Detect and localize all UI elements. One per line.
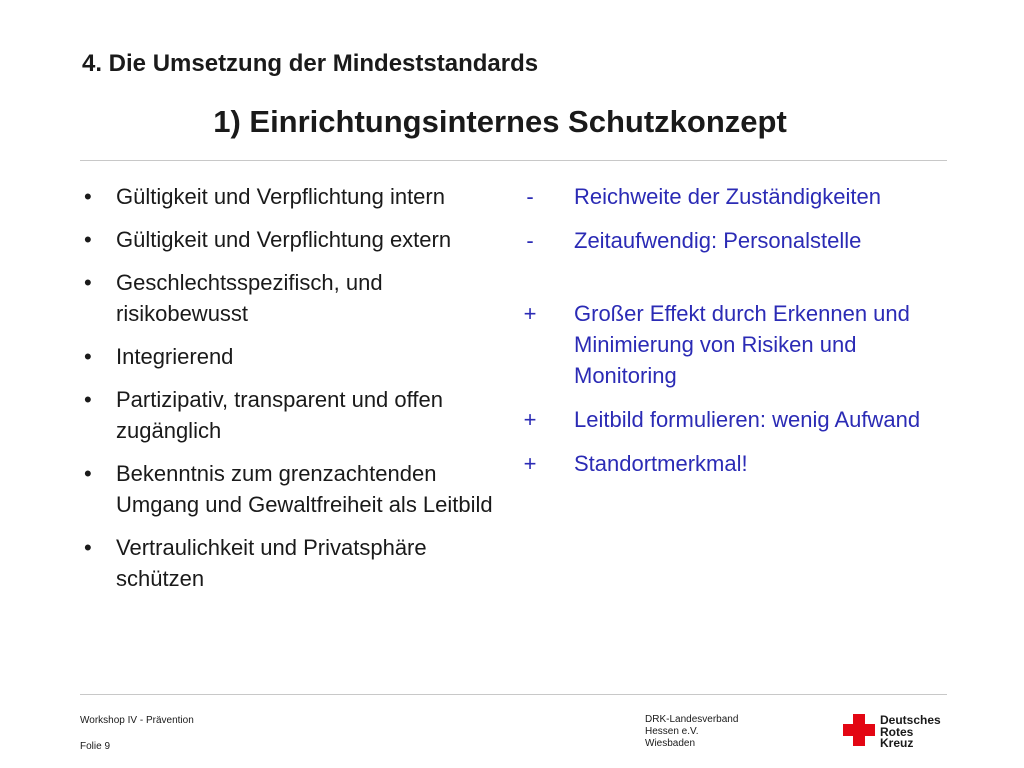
list-item-text: Bekenntnis zum grenzachtenden Umgang und Gewaltfreiheit als Leitbild [116,461,493,517]
bullet-icon: • [84,270,92,295]
drk-logo [843,714,953,750]
plus-marker: + [523,301,537,326]
bottom-divider [80,694,947,695]
pro-item-text: Großer Effekt durch Erkennen und Minimierung von Risiken und Monitoring [574,301,910,388]
slide-number: Folie 9 [80,741,111,752]
list-item-text: Vertraulichkeit und Privatsphäre schützen [116,535,427,591]
list-item-text: Gültigkeit und Verpflichtung intern [116,184,445,209]
workshop-label: Workshop IV - Prävention [80,715,194,726]
red-cross-icon [843,714,875,746]
list-item [80,532,500,594]
plus-marker: + [523,451,537,476]
list-item [80,341,500,372]
pro-item [516,448,946,479]
con-item-text: Reichweite der Zuständigkeiten [574,184,881,209]
pro-item-text: Standortmerkmal! [574,451,748,476]
bullet-icon: • [84,227,92,252]
list-item-text: Partizipativ, transparent und offen zugänglich [116,387,443,443]
requirements-list [80,181,500,606]
list-item [80,224,500,255]
footer-left [80,714,194,753]
plus-marker: + [523,407,537,432]
section-title: 4. Die Umsetzung der Mindeststandards [82,50,539,77]
logo-word-1: Deutsches [880,713,941,727]
pro-item [516,404,946,435]
bullet-icon: • [84,387,92,412]
con-item-text: Zeitaufwendig: Personalstelle [574,228,862,253]
pros-cons-list [516,181,946,492]
list-item-text: Gültigkeit und Verpflichtung extern [116,227,452,252]
bullet-icon: • [84,184,92,209]
top-divider [80,160,947,161]
organization-address [645,714,738,750]
list-item [80,267,500,329]
logo-word-3: Kreuz [880,736,914,750]
minus-marker: - [526,184,534,209]
org-name: DRK-Landesverband [645,714,739,725]
pro-item [516,298,946,391]
list-item [80,458,500,520]
logo-wordmark [880,715,941,750]
slide-title: 1) Einrichtungsinternes Schutzkonzept [213,104,787,139]
org-subname: Hessen e.V. [645,726,699,737]
list-item-text: Integrierend [116,344,234,369]
org-city: Wiesbaden [645,738,696,749]
minus-marker: - [526,228,534,253]
pro-item-text: Leitbild formulieren: wenig Aufwand [574,407,921,432]
bullet-icon: • [84,461,92,486]
list-item [80,181,500,212]
con-item [516,181,946,212]
list-item [80,384,500,446]
bullet-icon: • [84,535,92,560]
bullet-icon: • [84,344,92,369]
list-item-text: Geschlechtsspezifisch, und risikobewusst [116,270,383,326]
con-item [516,225,946,256]
logo-word-2: Rotes [880,724,914,739]
